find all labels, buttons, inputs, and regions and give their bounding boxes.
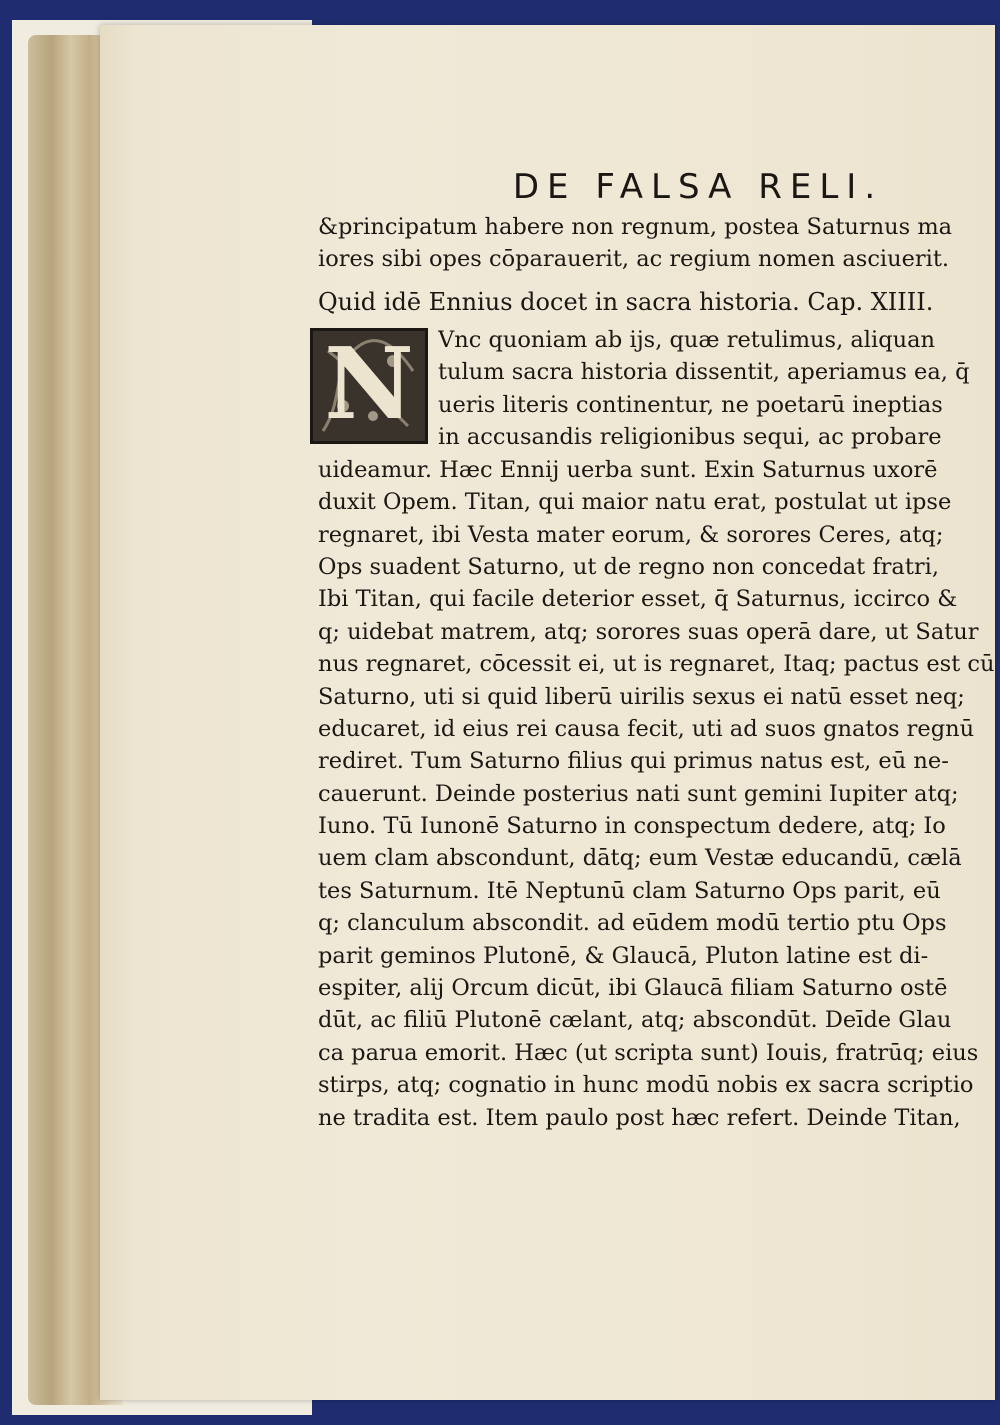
text-line: ueris literis continentur, ne poetarū ineptias [438,391,943,418]
text-block [318,165,1000,1134]
text-line: educaret, id eius rei causa fecit, uti ad suos gnatos regnū [318,715,975,742]
text-line: q; clanculum abscondit. ad eūdem modū tertio ptu Ops [318,910,947,937]
text-line: espiter, alij Orcum dicūt, ibi Glaucā filiam Saturno ostē [318,975,948,1002]
text-line: tulum sacra historia dissentit, aperiamus ea, q̄ [438,359,970,386]
text-line: cauerunt. Deinde posterius nati sunt gemini Iupiter atq; [318,780,959,807]
initial-letter: N [324,327,414,442]
text-line: q; uidebat matrem, atq; sorores suas operā dare, ut Satur [318,618,979,645]
decorated-initial [310,328,428,444]
text-line: regnaret, ibi Vesta mater eorum, & sorores Ceres, atq; [318,521,944,548]
initial-paragraph [318,324,1000,454]
text-line: Vnc quoniam ab ijs, quæ retulimus, aliquan [438,326,935,353]
text-line: stirps, atq; cognatio in hunc modū nobis ex sacra scriptio [318,1072,974,1099]
running-head: DE FALSA RELI. [512,167,884,207]
text-line: iores sibi opes cōparauerit, ac regium nomen asciuerit. [318,246,950,273]
text-line: parit geminos Plutonē, & Glaucā, Pluton latine est di- [318,942,929,969]
chapter-heading: Quid idē Ennius docet in sacra historia. Cap. XIIII. [318,287,934,316]
body-text [318,454,1000,1134]
text-line: in accusandis religionibus sequi, ac probare [438,423,942,450]
text-line: ca parua emorit. Hæc (ut scripta sunt) Iouis, fratrūq; eius [318,1039,979,1066]
text-line: uideamur. Hæc Ennij uerba sunt. Exin Saturnus uxorē [318,456,938,483]
text-line: rediret. Tum Saturno filius qui primus natus est, eū ne- [318,748,949,775]
text-line: tes Saturnum. Itē Neptunū clam Saturno Ops parit, eū [318,877,941,904]
text-line: duxit Opem. Titan, qui maior natu erat, postulat ut ipse [318,489,952,516]
text-line: Ops suadent Saturno, ut de regno non concedat fratri, [318,553,939,580]
text-line: uem clam abscondunt, dātq; eum Vestæ educandū, cælā [318,845,962,872]
text-line: Saturno, uti si quid liberū uirilis sexus ei natū esset neq; [318,683,965,710]
text-line: dūt, ac filiū Plutonē cælant, atq; abscondūt. Deīde Glau [318,1007,952,1034]
book-page [100,25,995,1400]
text-line: &principatum habere non regnum, postea Saturnus ma [318,214,953,240]
text-line: ne tradita est. Item paulo post hæc refert. Deinde Titan, [318,1104,961,1131]
text-line: nus regnaret, cōcessit ei, ut is regnaret, Itaq; pactus est cū [318,651,995,678]
text-line: Iuno. Tū Iunonē Saturno in conspectum dedere, atq; Io [318,813,946,840]
text-line: Ibi Titan, qui facile deterior esset, q̄ Saturnus, iccirco & [318,586,958,613]
